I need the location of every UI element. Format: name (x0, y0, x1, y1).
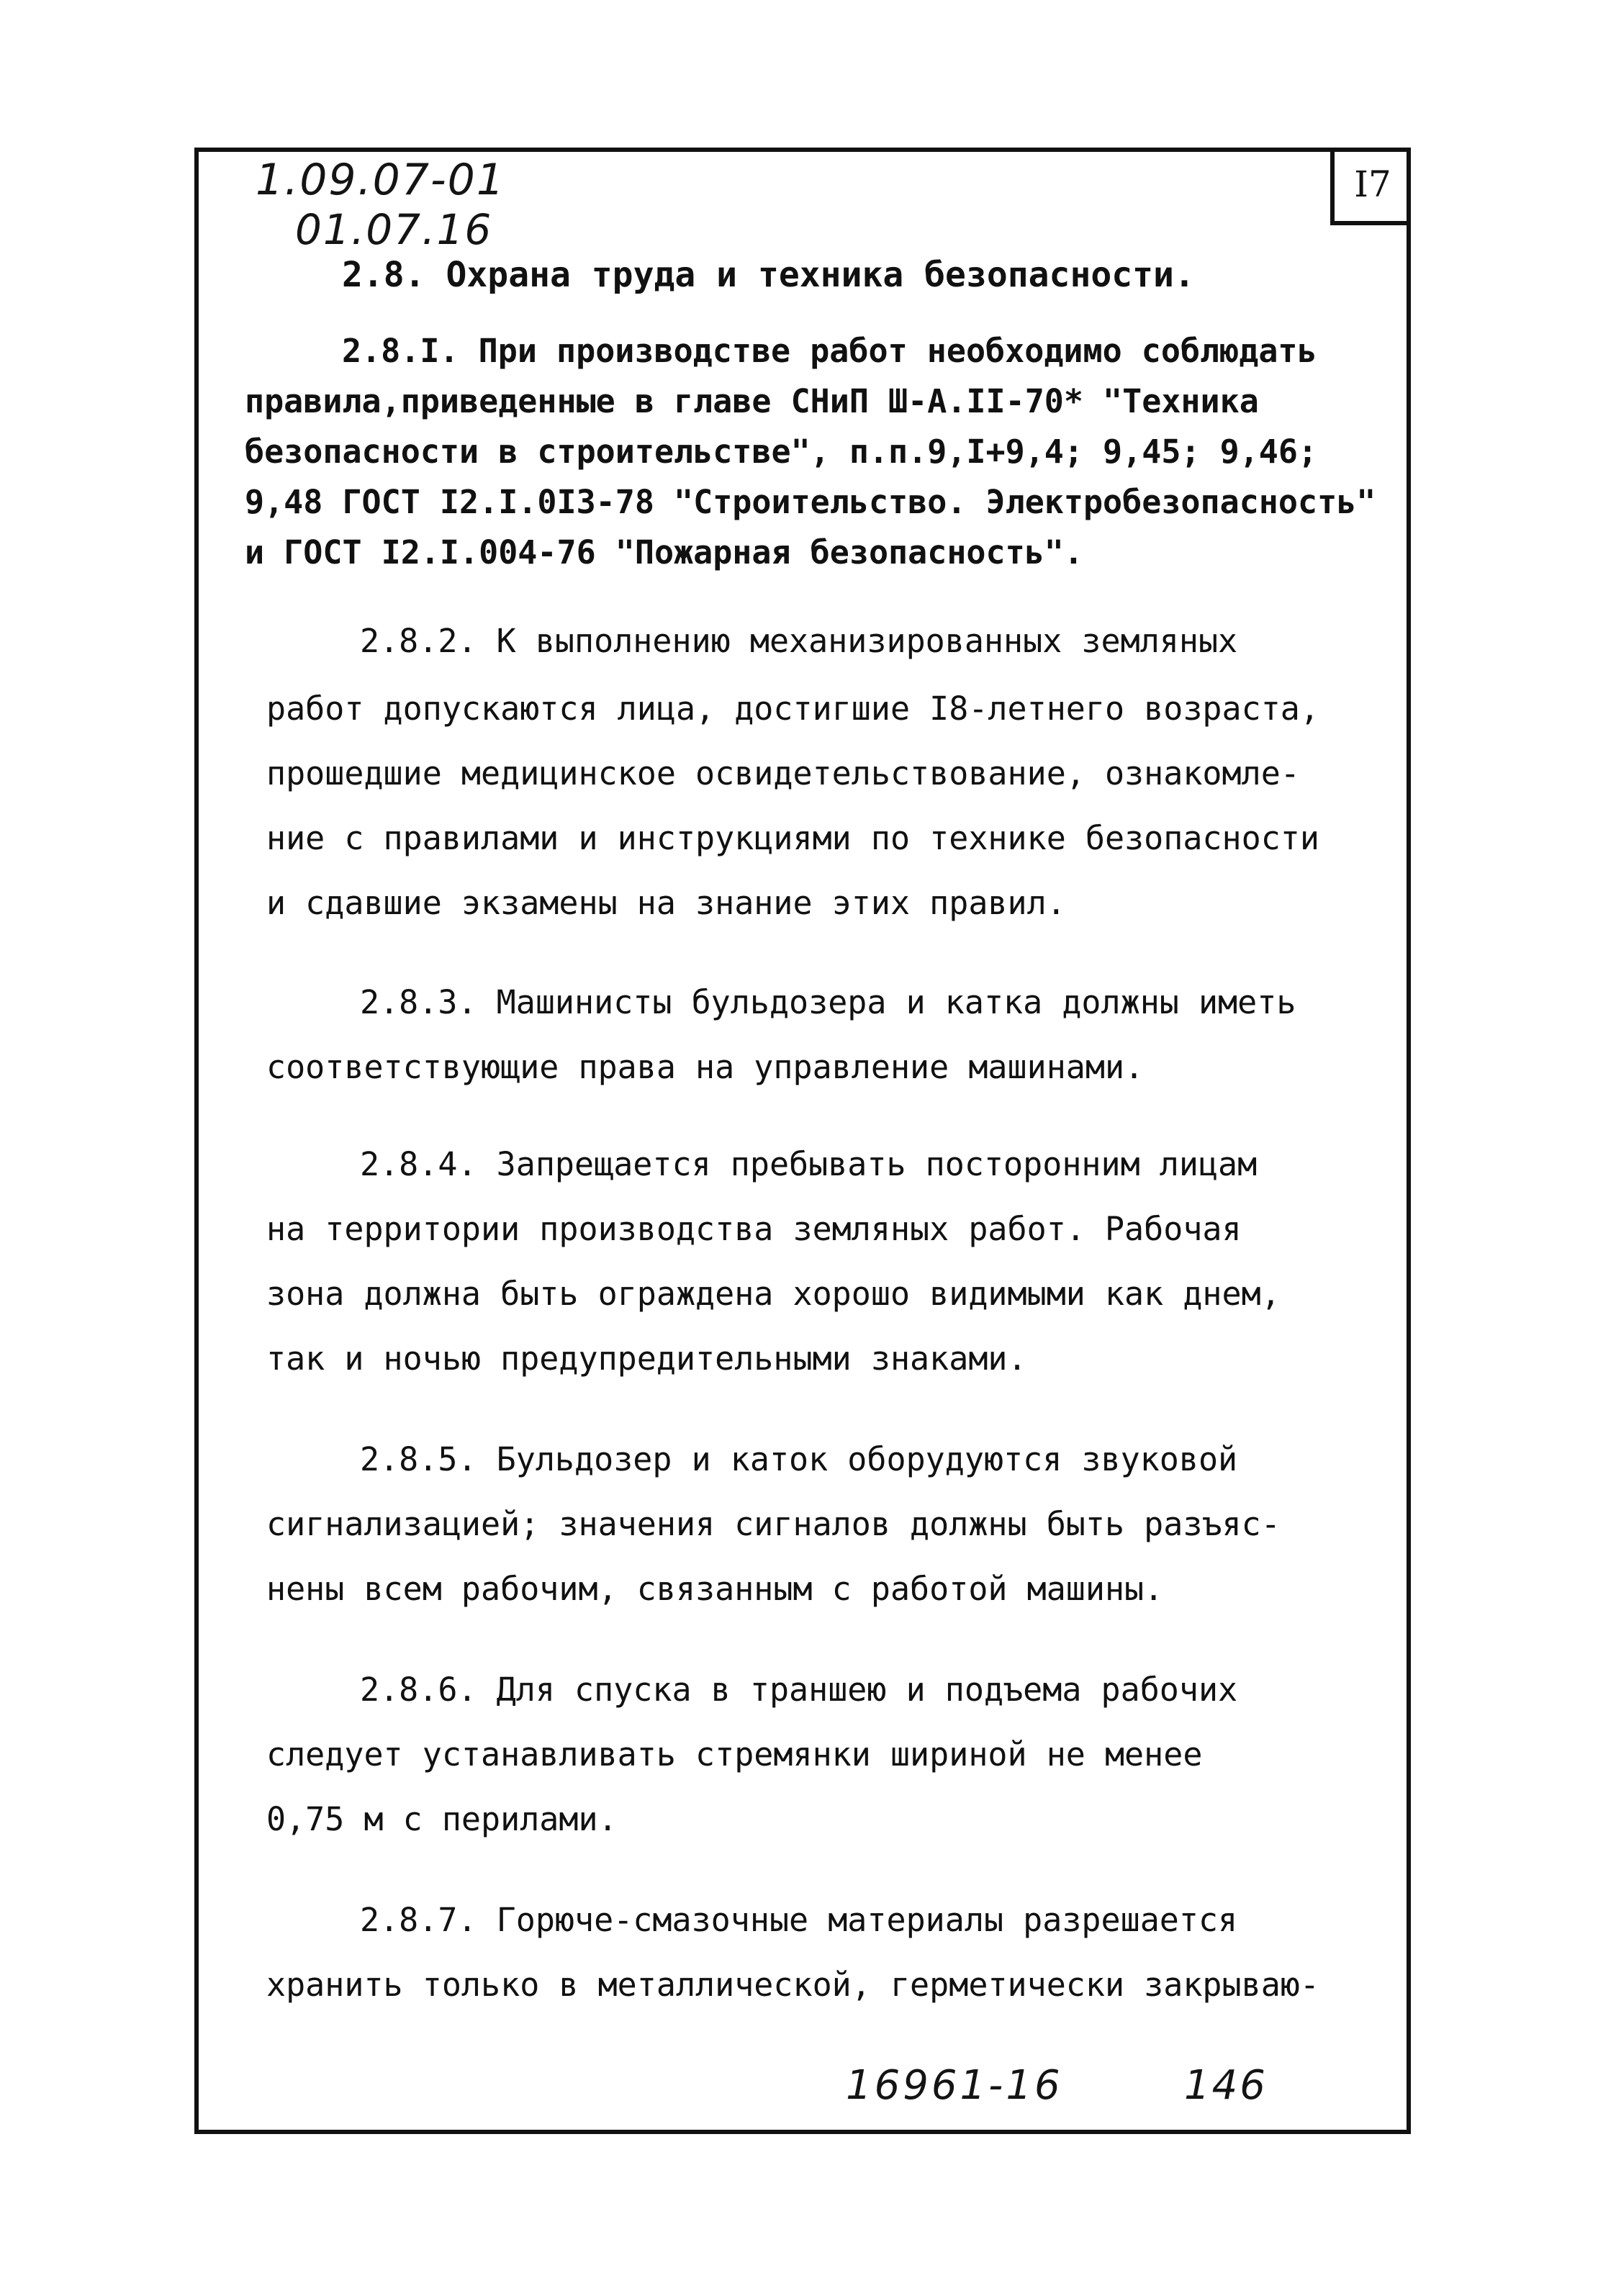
paragraph-2-8-2-line: прошедшие медицинское освидетельствование, ознакомле- (266, 754, 1300, 792)
paragraph-2-8-4-line: зона должна быть ограждена хорошо видимыми как днем, (266, 1275, 1281, 1313)
section-heading: 2.8. Охрана труда и техника безопасности. (342, 255, 1195, 295)
paragraph-2-8-5-line: сигнализацией; значения сигналов должны быть разъяс- (266, 1505, 1281, 1543)
paragraph-2-8-6-line: 2.8.6. Для спуска в траншею и подъема рабочих (360, 1671, 1238, 1709)
paragraph-2-8-1-line: безопасности в строительстве", п.п.9,I+9,4; 9,45; 9,46; (245, 433, 1318, 471)
paragraph-2-8-1-line: 2.8.I. При производстве работ необходимо соблюдать (342, 332, 1317, 370)
paragraph-2-8-3-line: 2.8.3. Машинисты бульдозера и катка должны иметь (360, 983, 1296, 1021)
paragraph-2-8-2-line: и сдавшие экзамены на знание этих правил. (266, 884, 1066, 922)
paragraph-2-8-3-line: соответствующие права на управление машинами. (266, 1048, 1145, 1086)
paragraph-2-8-4-line: на территории производства земляных работ. Рабочая (266, 1210, 1242, 1248)
paragraph-2-8-4-line: так и ночью предупредительными знаками. (266, 1339, 1027, 1378)
paragraph-2-8-2-line: ние с правилами и инструкциями по технике безопасности (266, 819, 1319, 857)
paragraph-2-8-5-line: нены всем рабочим, связанным с работой машины. (266, 1570, 1164, 1608)
page-number: I7 (1330, 148, 1411, 225)
paragraph-2-8-1-line: правила,приведенные в главе СНиП Ш-А.II-70* "Техника (245, 382, 1259, 420)
handwritten-code-1: 1.09.07-01 (256, 155, 506, 205)
paragraph-2-8-2-line: работ допускаются лица, достигшие I8-летнего возраста, (266, 690, 1319, 728)
handwritten-code-2: 01.07.16 (295, 205, 493, 254)
paragraph-2-8-6-line: следует устанавливать стремянки шириной не менее (266, 1735, 1203, 1773)
paragraph-2-8-6-line: 0,75 м с перилами. (266, 1800, 618, 1838)
paragraph-2-8-5-line: 2.8.5. Бульдозер и каток оборудуются звуковой (360, 1440, 1238, 1478)
paragraph-2-8-1-line: 9,48 ГОСТ I2.I.0I3-78 "Строительство. Электробезопасность" (245, 483, 1376, 521)
handwritten-footer-doc-number: 16961-16 (846, 2062, 1063, 2109)
paragraph-2-8-7-line: хранить только в металлической, герметически закрываю- (266, 1966, 1319, 2004)
paragraph-2-8-4-line: 2.8.4. Запрещается пребывать посторонним лицам (360, 1145, 1258, 1183)
paragraph-2-8-1-line: и ГОСТ I2.I.004-76 "Пожарная безопасность". (245, 533, 1083, 571)
paragraph-2-8-7-line: 2.8.7. Горюче-смазочные материалы разрешается (360, 1901, 1238, 1939)
paragraph-2-8-2-line: 2.8.2. К выполнению механизированных земляных (360, 622, 1238, 660)
handwritten-footer-page-number: 146 (1184, 2062, 1268, 2109)
